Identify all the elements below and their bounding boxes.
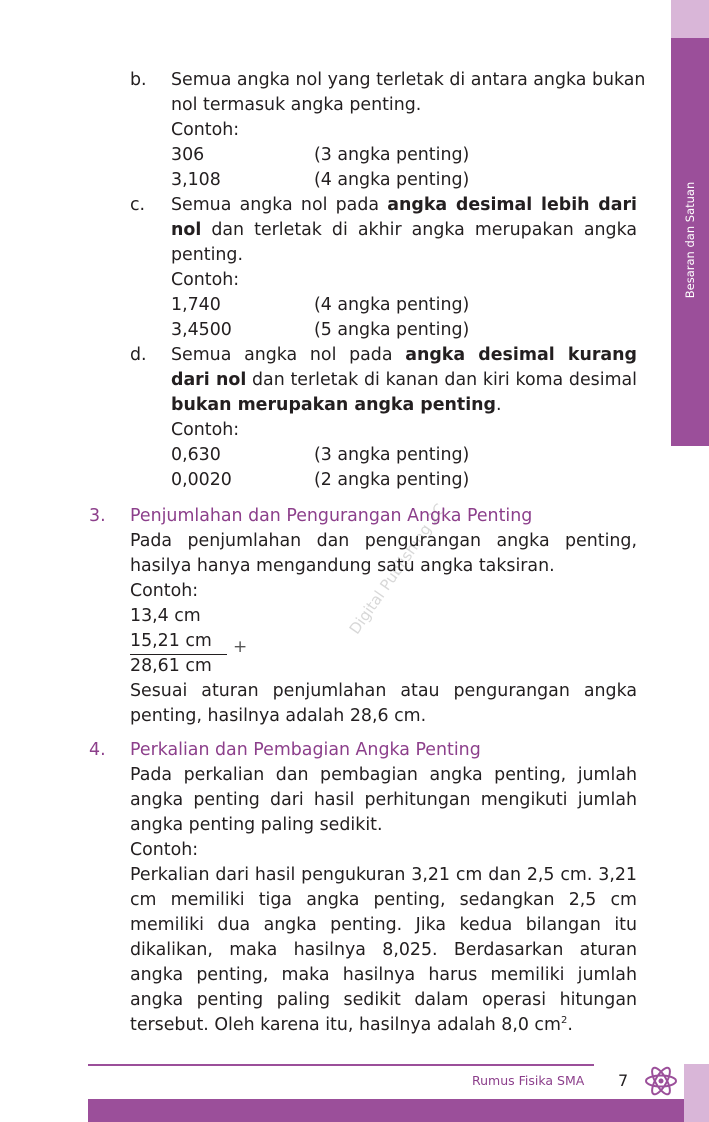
example-note: (3 angka penting) [314, 145, 470, 165]
chapter-title: Besaran dan Satuan [683, 181, 697, 299]
plus-sign: + [233, 637, 248, 657]
example-value: 1,740 [171, 295, 221, 315]
section-3-contoh: Contoh: [130, 581, 199, 601]
example-value: 306 [171, 145, 205, 165]
item-d-marker: d. [130, 345, 147, 365]
side-tab-top [671, 0, 709, 38]
example-note: (4 angka penting) [314, 295, 470, 315]
item-c-marker: c. [130, 195, 146, 215]
section-4-title: Perkalian dan Pembagian Angka Penting [130, 740, 481, 760]
sum-operand-1: 13,4 cm [130, 606, 201, 626]
item-b-marker: b. [130, 70, 147, 90]
footer-rule [88, 1064, 594, 1066]
watermark: Digital Publishing 2C [345, 500, 450, 638]
example-note: (2 angka penting) [314, 470, 470, 490]
example-value: 3,108 [171, 170, 221, 190]
item-d-contoh: Contoh: [171, 420, 240, 440]
example-value: 0,0020 [171, 470, 232, 490]
item-b-text-1: Semua angka nol yang terletak di antara angka bukan [171, 70, 646, 90]
item-b-contoh: Contoh: [171, 120, 240, 140]
section-4-number: 4. [89, 740, 106, 760]
page-number: 7 [618, 1071, 629, 1090]
example-note: (5 angka penting) [314, 320, 470, 340]
example-note: (4 angka penting) [314, 170, 470, 190]
section-4-contoh: Contoh: [130, 840, 199, 860]
footer-bar [88, 1099, 684, 1122]
sum-result: 28,61 cm [130, 656, 212, 676]
atom-icon [644, 1064, 678, 1098]
sum-operand-2: 15,21 cm [130, 631, 212, 651]
item-b-text-2: nol termasuk angka penting. [171, 95, 422, 115]
section-3-number: 3. [89, 506, 106, 526]
section-3-conclusion: Sesuai aturan penjumlahan atau pengurangan angka penting, hasilnya adalah 28,6 cm. [130, 681, 637, 726]
section-4-example: Perkalian dari hasil pengukuran 3,21 cm dan 2,5 cm. 3,21 cm memiliki tiga angka penting, sedangkan 2,5 cm memiliki dua angka penting. Jika kedua bilangan itu dikalikan, maka hasilnya 8,025. Berdasarkan aturan angka penting, maka hasilnya harus memiliki jumlah angka penting paling sedikit dalam operasi hitungan tersebut. Oleh karena itu, hasilnya adalah 8,0 $cm^2$. [130, 865, 637, 1035]
item-c-text: Semua angka nol pada angka desimal lebih dari nol dan terletak di akhir angka merupakan angka penting. [171, 195, 638, 265]
book-title: Rumus Fisika SMA [472, 1073, 585, 1088]
section-3-text: Pada penjumlahan dan pengurangan angka penting, hasilya hanya mengandung satu angka taksiran. [130, 531, 637, 576]
section-3-title: Penjumlahan dan Pengurangan Angka Penting [130, 506, 533, 526]
example-note: (3 angka penting) [314, 445, 470, 465]
section-4-text: Pada perkalian dan pembagian angka penting, jumlah angka penting dari hasil perhitungan mengikuti jumlah angka penting paling sedikit. [130, 765, 637, 835]
footer-side-block [684, 1064, 709, 1122]
item-d-text: Semua angka nol pada angka desimal kurang dari nol dan terletak di kanan dan kiri koma desimal bukan merupakan angka penting. [171, 345, 637, 415]
example-value: 0,630 [171, 445, 221, 465]
item-c-contoh: Contoh: [171, 270, 240, 290]
example-value: 3,4500 [171, 320, 232, 340]
